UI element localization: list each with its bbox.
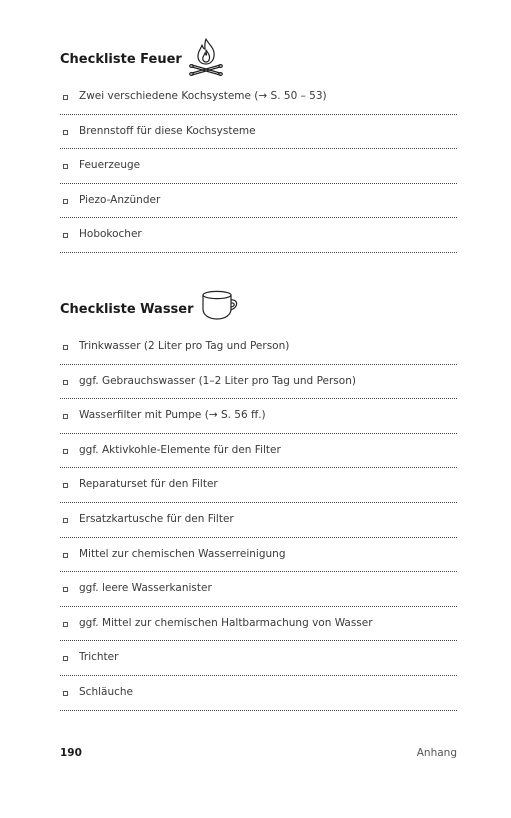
checklist-item[interactable]	[60, 503, 457, 538]
checkbox[interactable]	[63, 691, 68, 696]
checklist-item[interactable]	[60, 538, 457, 573]
checkbox[interactable]	[63, 380, 68, 385]
checkbox[interactable]	[63, 553, 68, 558]
checklist-item[interactable]	[60, 184, 457, 219]
item-label: Zwei verschiedene Kochsysteme (→ S. 50 – 53)	[79, 90, 327, 102]
section-header	[60, 286, 457, 330]
checkbox[interactable]	[63, 345, 68, 350]
page-footer	[60, 747, 457, 763]
checklist-item[interactable]	[60, 330, 457, 365]
checklist-item[interactable]	[60, 365, 457, 400]
checklist-item[interactable]	[60, 399, 457, 434]
checklist-item[interactable]	[60, 641, 457, 676]
checklist-item[interactable]	[60, 218, 457, 253]
checkbox[interactable]	[63, 164, 68, 169]
checklist-water-section	[60, 286, 457, 711]
item-label: Reparaturset für den Filter	[79, 478, 218, 491]
item-label: ggf. Gebrauchswasser (1–2 Liter pro Tag und Person)	[79, 374, 356, 387]
checkbox[interactable]	[63, 656, 68, 661]
section-title: Checkliste Wasser	[60, 302, 194, 317]
campfire-icon	[187, 36, 225, 78]
cup-icon	[200, 288, 242, 322]
checkbox[interactable]	[63, 233, 68, 238]
checklist-water	[60, 330, 457, 711]
checklist-item[interactable]	[60, 607, 457, 642]
checkbox[interactable]	[63, 95, 68, 100]
checklist-item[interactable]	[60, 572, 457, 607]
item-label: Trichter	[79, 651, 119, 664]
checkbox[interactable]	[63, 587, 68, 592]
item-label: Brennstoff für diese Kochsysteme	[79, 124, 256, 137]
checkbox[interactable]	[63, 518, 68, 523]
section-title: Checkliste Feuer	[60, 52, 182, 67]
item-label: Wasserfilter mit Pumpe (→ S. 56 ff.)	[79, 409, 266, 422]
item-label: Feuerzeuge	[79, 159, 141, 172]
checkbox[interactable]	[63, 414, 68, 419]
running-footer-section: Anhang	[416, 747, 457, 759]
section-header	[60, 36, 457, 80]
item-label: ggf. Aktivkohle-Elemente für den Filter	[79, 443, 281, 456]
checklist-item[interactable]	[60, 676, 457, 711]
checkbox[interactable]	[63, 483, 68, 488]
item-label: ggf. leere Wasserkanister	[79, 582, 212, 595]
checklist-item[interactable]	[60, 468, 457, 503]
item-label: Piezo-Anzünder	[79, 193, 161, 206]
checklist-item[interactable]	[60, 149, 457, 184]
checkbox[interactable]	[63, 622, 68, 627]
item-label: Trinkwasser (2 Liter pro Tag und Person)	[79, 340, 290, 352]
item-label: Mittel zur chemischen Wasserreinigung	[79, 547, 286, 560]
checklist-item[interactable]	[60, 115, 457, 150]
checklist-fire	[60, 80, 457, 253]
item-label: ggf. Mittel zur chemischen Haltbarmachung von Wasser	[79, 616, 373, 629]
checklist-item[interactable]	[60, 434, 457, 469]
item-label: Hobokocher	[79, 228, 142, 241]
item-label: Schläuche	[79, 685, 133, 698]
page-number: 190	[60, 747, 82, 759]
checklist-item[interactable]	[60, 80, 457, 115]
checklist-fire-section	[60, 36, 457, 253]
checkbox[interactable]	[63, 199, 68, 204]
checkbox[interactable]	[63, 130, 68, 135]
checkbox[interactable]	[63, 449, 68, 454]
item-label: Ersatzkartusche für den Filter	[79, 512, 234, 525]
